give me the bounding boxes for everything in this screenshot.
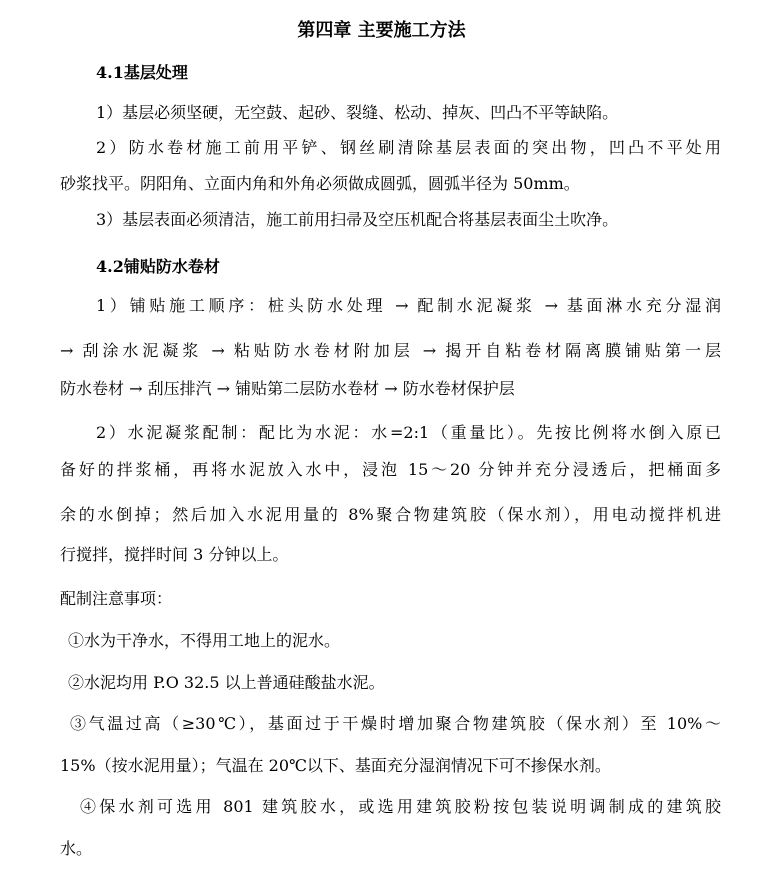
notes-heading: 配制注意事项：	[60, 589, 173, 608]
paragraph-4-2-item-2-line-2: 备好的拌浆桶，再将水泥放入水中，浸泡 15～20 分钟并充分浸透后，把桶面多	[60, 460, 721, 479]
note-4-line-1: ④保水剂可选用 801 建筑胶水，或选用建筑胶粉按包装说明调制成的建筑胶	[80, 797, 721, 816]
paragraph-4-1-item-2-line-1: 2）防水卷材施工前用平铲、钢丝刷清除基层表面的突出物，凹凸不平处用	[96, 138, 721, 157]
note-3-line-1: ③气温过高（≥30℃），基面过于干燥时增加聚合物建筑胶（保水剂）至 10%～	[70, 714, 721, 733]
paragraph-4-2-item-2-line-1: 2）水泥凝浆配制：配比为水泥：水=2:1（重量比）。先按比例将水倒入原已	[96, 423, 721, 442]
paragraph-4-2-item-2-line-3: 余的水倒掉；然后加入水泥用量的 8%聚合物建筑胶（保水剂），用电动搅拌机进	[60, 505, 721, 524]
paragraph-4-1-item-3: 3）基层表面必须清洁，施工前用扫帚及空压机配合将基层表面尘土吹净。	[96, 210, 619, 229]
paragraph-4-2-item-1-line-2: → 刮涂水泥凝浆 → 粘贴防水卷材附加层 → 揭开自粘卷材隔离膜铺贴第一层	[60, 341, 721, 360]
note-1: ①水为干净水，不得用工地上的泥水。	[68, 631, 341, 650]
paragraph-4-1-item-1: 1）基层必须坚硬，无空鼓、起砂、裂缝、松动、掉灰、凹凸不平等缺陷。	[96, 103, 619, 122]
section-heading-4-2: 4.2铺贴防水卷材	[96, 257, 220, 276]
paragraph-4-2-item-1-line-3: 防水卷材 → 刮压排汽 → 铺贴第二层防水卷材 → 防水卷材保护层	[60, 379, 515, 398]
paragraph-4-1-item-2-line-2: 砂浆找平。阴阳角、立面内角和外角必须做成圆弧，圆弧半径为 50mm。	[60, 174, 580, 193]
note-3-line-2: 15%（按水泥用量）；气温在 20℃以下、基面充分湿润情况下可不掺保水剂。	[60, 756, 611, 775]
note-4-line-2: 水。	[60, 839, 93, 858]
paragraph-4-2-item-2-line-4: 行搅拌，搅拌时间 3 分钟以上。	[60, 545, 289, 564]
note-2: ②水泥均用 P.O 32.5 以上普通硅酸盐水泥。	[68, 673, 385, 692]
paragraph-4-2-item-1-line-1: 1）铺贴施工顺序：桩头防水处理 → 配制水泥凝浆 → 基面淋水充分湿润	[96, 296, 721, 315]
section-heading-4-1: 4.1基层处理	[96, 63, 188, 82]
chapter-title: 第四章 主要施工方法	[297, 20, 466, 41]
